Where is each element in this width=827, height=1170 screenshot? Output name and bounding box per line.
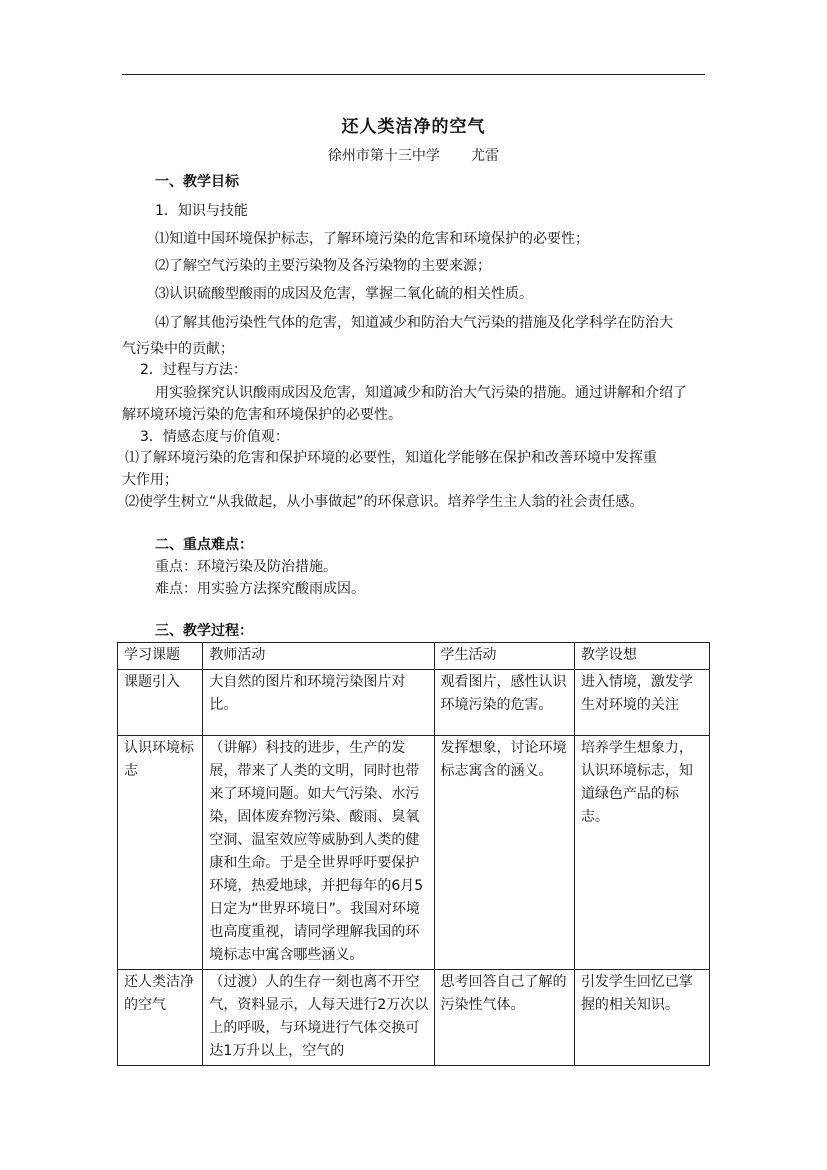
student-activity-cell: 思考回答自己了解的污染性气体。 [434, 970, 574, 1066]
emotion-item-1-cont: 大作用； [122, 472, 178, 488]
column-header: 学生活动 [434, 643, 574, 670]
student-activity-cell: 观看图片，感性认识环境污染的危害。 [434, 670, 574, 736]
knowledge-item-1: ⑴知道中国环境保护标志，了解环境污染的危害和环境保护的必要性； [155, 231, 589, 247]
emotion-item-2: ⑵使学生树立“从我做起，从小事做起”的环保意识。培养学生主人翁的社会责任感。 [125, 494, 644, 510]
focus-text: 重点：环境污染及防治措施。 [155, 559, 337, 575]
emotion-heading: 3．情感态度与价值观： [140, 429, 289, 445]
process-heading: 三、教学过程： [155, 623, 253, 639]
knowledge-item-3: ⑶认识硫酸型酸雨的成因及危害，掌握二氧化硫的相关性质。 [155, 286, 533, 302]
table-header-row [118, 643, 710, 670]
teaching-process-table [117, 642, 710, 1066]
design-cell: 引发学生回忆已掌握的相关知识。 [574, 970, 709, 1066]
knowledge-heading: 1．知识与技能 [155, 203, 248, 219]
topic-cell: 认识环境标志 [118, 736, 203, 970]
page-title: 还人类洁净的空气 [341, 117, 486, 137]
teacher-activity-cell: （讲解）科技的进步，生产的发展，带来了人类的文明，同时也带来了环境问题。如大气污染、水污染，固体废弃物污染、酸雨、臭氧空洞、温室效应等威胁到人类的健康和生命。于是全世界呼吁要保护环境，热爱地球，并把每年的6月5日定为“世界环境日”。我国对环境也高度重视，请同学理解我国的环境标志中寓含哪些涵义。 [203, 736, 434, 970]
table-row [118, 670, 710, 736]
design-cell: 进入情境，激发学生对环境的关注 [574, 670, 709, 736]
difficulty-text: 难点：用实验方法探究酸雨成因。 [155, 581, 365, 597]
knowledge-item-4-cont: 气污染中的贡献； [122, 341, 234, 357]
table-row [118, 970, 710, 1066]
process-goal-text-1: 用实验探究认识酸雨成因及危害，知道减少和防治大气污染的措施。通过讲解和介绍了 [155, 385, 687, 401]
student-activity-cell: 发挥想象，讨论环境标志寓含的涵义。 [434, 736, 574, 970]
teacher-activity-cell: 大自然的图片和环境污染图片对比。 [203, 670, 434, 736]
keypoints-heading: 二、重点难点： [155, 537, 253, 553]
header-rule [122, 74, 705, 75]
knowledge-item-2: ⑵了解空气污染的主要污染物及各污染物的主要来源； [155, 258, 491, 274]
column-header: 教学设想 [574, 643, 709, 670]
emotion-item-1: ⑴了解环境污染的危害和保护环境的必要性，知道化学能够在保护和改善环境中发挥重 [125, 450, 657, 466]
table-row [118, 736, 710, 970]
teacher-activity-cell: （过渡）人的生存一刻也离不开空气，资料显示，人每天进行2万次以上的呼吸，与环境进行气体交换可达1万升以上，空气的 [203, 970, 434, 1066]
author-line: 徐州市第十三中学 尤雷 [327, 148, 500, 164]
goals-heading: 一、教学目标 [155, 174, 239, 190]
process-goal-heading: 2．过程与方法： [140, 362, 247, 378]
knowledge-item-4: ⑷了解其他污染性气体的危害，知道减少和防治大气污染的措施及化学科学在防治大 [155, 315, 673, 331]
column-header: 教师活动 [203, 643, 434, 670]
process-goal-text-2: 解环境环境污染的危害和环境保护的必要性。 [122, 407, 402, 423]
design-cell: 培养学生想象力，认识环境标志，知道绿色产品的标志。 [574, 736, 709, 970]
topic-cell: 课题引入 [118, 670, 203, 736]
column-header: 学习课题 [118, 643, 203, 670]
topic-cell: 还人类洁净的空气 [118, 970, 203, 1066]
